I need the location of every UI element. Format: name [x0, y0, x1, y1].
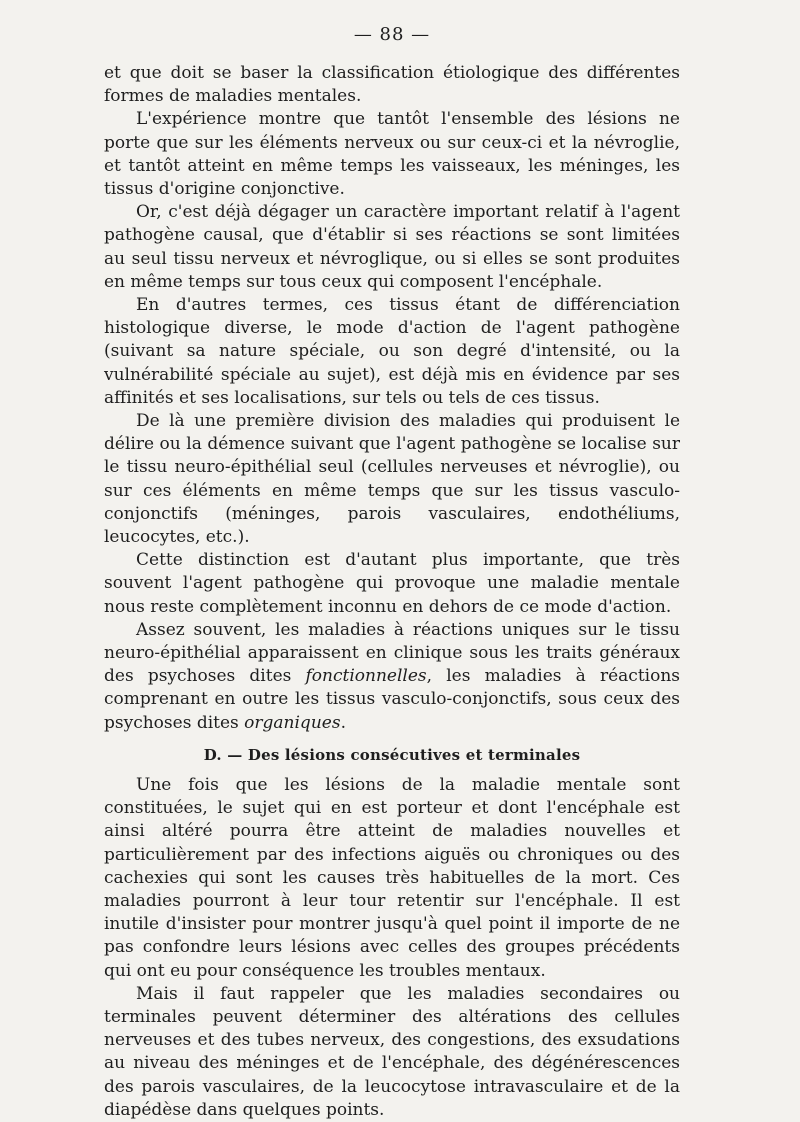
paragraph-distinction: Cette distinction est d'autant plus importante, que très souvent l'agent pathogène qui provoque une maladie mentale nous reste complètement inconnu en dehors de ce mode d'action. — [104, 550, 680, 617]
paragraph-lesions-overview: L'expérience montre que tantôt l'ensemble des lésions ne porte que sur les éléments nerveux ou sur ceux-ci et la névroglie, et tantôt atteint en même temps les vaisseaux, les méninges, les tissus d'origine conjonctive. — [104, 109, 680, 200]
paragraph-consecutive-lesions: Une fois que les lésions de la maladie mentale sont constituées, le sujet qui en est porteur et dont l'encéphale est ainsi altéré pourra être atteint de maladies nouvelles et particulièrement par des infections aiguës ou chroniques ou des cachexies qui sont les causes très habituelles de la mort. Ces maladies pourront à leur tour retentir sur l'encéphale. Il est inutile d'insister pour montrer jusqu'à quel point il importe de ne pas confondre leurs lésions avec celles des groupes précédents qui ont eu pour conséquence les troubles mentaux. — [104, 774, 680, 981]
term-organiques: organiques — [244, 712, 341, 733]
paragraph-first-division: De là une première division des maladies qui produisent le délire ou la démence suivant que l'agent pathogène se localise sur le tissu neuro-épithélial seul (cellules nerveuses et névroglie), ou sur ces éléments en même temps que sur les tissus vasculo-conjonctifs (méninges, parois vasculaires, endothéliums, leucocytes, etc.). — [104, 411, 680, 548]
paragraph-terminal-lesions: Mais il faut rappeler que les maladies secondaires ou terminales peuvent déterminer des altérations des cellules nerveuses et des tubes nerveux, des congestions, des exsudations au niveau des méninges et de l'encéphale, des dégénérescences des parois vasculaires, de la leucocytose intravasculaire et de la diapédèse dans quelques points. — [104, 983, 680, 1120]
psychoses-text-3: . — [340, 712, 346, 733]
paragraph-continuation: et que doit se baser la classification étiologique des différentes formes de maladies mentales. — [104, 63, 680, 107]
paragraph-tissue-differentiation: En d'autres termes, ces tissus étant de différenciation histologique diverse, le mode d'action de l'agent pathogène (suivant sa nature spéciale, ou son degré d'intensité, ou la vulnérabilité spéciale au sujet), est déjà mis en évidence par ses affinités et ses localisations, sur tels ou tels de ces tissus. — [104, 295, 680, 408]
paragraph-pathogenic-agent: Or, c'est déjà dégager un caractère important relatif à l'agent pathogène causal, que d'établir si ses réactions se sont limitées au seul tissu nerveux et névroglique, ou si elles se sont produites en même temps sur tous ceux qui composent l'encéphale. — [104, 202, 680, 292]
paragraph-psychoses — [104, 619, 680, 735]
psychoses-text-1: Assez souvent, les maladies à réactions uniques sur le tissu neuro-épithélial apparaissent en clinique sous les traits généraux des psychoses dites — [104, 619, 680, 687]
psychoses-text-2: , les maladies à réactions comprenant en outre les tissus vasculo-conjonctifs, sous ceux des psychoses dites — [104, 666, 680, 733]
section-heading: D. — Des lésions consécutives et terminales — [203, 745, 581, 764]
page-number: — 88 — — [353, 24, 431, 45]
term-fonctionnelles: fonctionnelles — [305, 666, 427, 687]
